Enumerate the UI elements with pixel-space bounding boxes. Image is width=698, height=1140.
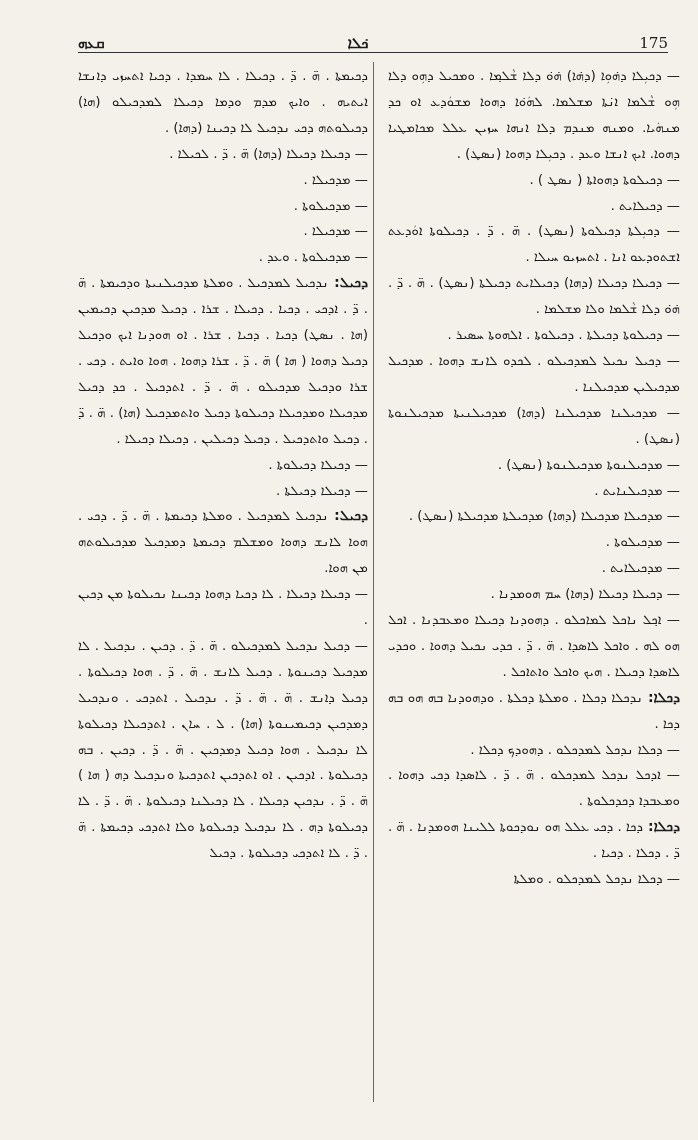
entry-text: ܕܟܝܠܐ ܕܟܝܠܬܐ . bbox=[276, 483, 351, 499]
dictionary-entry bbox=[388, 504, 680, 530]
entry-dash: — bbox=[662, 483, 680, 499]
entry-text: ܕܟܠܐ ܢܕܟܠ ܠܡܕܟܠܘ . ܕܗܘܕܟ ܕܟܠܐ . bbox=[470, 742, 663, 758]
entry-text: ܕܟܝܠܐ ܕܟܝܠܐ (ܕܗܐ) ܚܡ ܗܘܡܕܢܐ . bbox=[490, 587, 663, 603]
entry-dash: — bbox=[662, 457, 680, 473]
entry-dash: — bbox=[659, 224, 680, 240]
entry-dash: — bbox=[350, 457, 368, 473]
entry-dash: — bbox=[660, 768, 680, 784]
entry-text: ܡܕܟܝܠܐ . bbox=[303, 224, 351, 240]
entry-dash: — bbox=[662, 276, 680, 292]
dictionary-entry bbox=[78, 504, 368, 582]
entry-dash: — bbox=[350, 198, 368, 214]
dictionary-entry bbox=[388, 556, 680, 582]
dictionary-entry bbox=[388, 401, 680, 453]
entry-text: ܕܟܝܠܐܝܬ . bbox=[610, 198, 663, 214]
running-head-left: ܩܥܗ bbox=[78, 34, 105, 52]
dictionary-entry bbox=[388, 64, 680, 168]
entry-text: ܐܕܟܠ ܢܕܟܠ ܠܡܕܟܠܘ . ܗ̈ . ܕ̈ . ܠܐܣܕܐ ܕܟܝ ܕܗܘܐ . ܘܡܥܒܕܐ ܕܟܕܟܠܘܬܐ . bbox=[388, 768, 680, 810]
dictionary-entry bbox=[388, 453, 680, 479]
page-number: 175 bbox=[639, 34, 668, 52]
entry-text: ܡܕܟܝܠܢܘܬܐ ܡܕܟܝܠܢܘܬܐ (ܢܣܛ) . bbox=[497, 457, 663, 473]
entry-dash: — bbox=[350, 250, 368, 266]
entry-text: ܕܟܝܠ ܢܟܝܠ ܠܡܕܟܝܠܘ . ܠܟܕܘ ܠܐܢܫ ܕܗܘܐ . ܡܕܟܝܠ ܡܕܟܝܠܝܢ ܡܕܟܝܠܢܐ . bbox=[388, 353, 680, 395]
dictionary-entry bbox=[388, 219, 680, 271]
dictionary-entry bbox=[388, 168, 680, 194]
dictionary-entry bbox=[388, 271, 680, 323]
entry-text: ܕܟܝܠܐ ܕܟܝܠܐ (ܕܗܐ) ܗ̈ . ܕ̈ . ܠܟܝܠܐ . bbox=[169, 146, 351, 162]
entry-dash: — bbox=[662, 587, 680, 603]
dictionary-entry bbox=[78, 634, 368, 867]
entry-text: ܡܕܟܝܠܘܬܐ . bbox=[293, 198, 351, 214]
dictionary-entry bbox=[388, 815, 680, 867]
entry-dash: — bbox=[662, 328, 680, 344]
entry-dash: — bbox=[350, 483, 368, 499]
entry-dash: — bbox=[662, 172, 680, 188]
entry-dash: — bbox=[350, 587, 368, 603]
entry-text: ܕܟܝܠ ܢܕܟܝܠ ܠܡܕܟܝܠܘ . ܗ̈ . ܕ̈ . ܕܟܝܢ . ܢܕܟܝܠ . ܠܐ ܡܕܟܝܠ ܕܟܝܢܘܬܐ . ܕܟܝܠ ܠܐܢܫ . ܗ̈ . ܕ̈ . ܗܘܐ ܕܟܝܠܘܬܐ . ܕܟܝܠ ܕܐܢܫ . ܗ̈ . ܗ̈ . ܕ̈ . ܢܕܟܝܠ . ܐܬܕܟܝ . ܘܢܕܟܝܠ ܕܡܕܟܝܢ ܕܟܝܡܝܢܘܬܐ (ܗܐ) . ܠ . ܚܐܢ . ܐܬܕܟܝܠܐ ܕܟܝܠܘܬܐ ܠܐ ܢܕܟܝܠ . ܗܘܐ ܕܟܝܠ ܕܡܕܟܝܢ . ܗ̈ . ܕ̈ . ܕܟܝܢ . ܒܗ ܕܟܝܠܘܬܐ . ܐܕܟܝܢ . ܐܘ ܐܬܕܟܝܢ ܐܬܕܟܝܬܐ ܘܢܕܟܝܠ ܕܗ ( ܗܐ ) ܗ̈ . ܕ̈ . ܢܕܟܝܢ ܕܟܝܠܐ . ܠܐ ܕܟܝܠܢܐ ܕܟܝܠܘܬܐ . ܗ̈ . ܕ̈ . ܠܐ ܕܟܝܠܘܬܐ ܕܗ . ܠܐ ܢܕܟܝܠ ܕܟܝܠܘܬܐ ܘܠܐ ܐܬܕܟܝ ܕܟܝܡܬܐ . ܗ̈ . ܕ̈ . ܠܐ ܐܬܕܟܝ ܕܟܝܠܘܬܐ . ܕܟܝܠ bbox=[78, 638, 368, 862]
entry-text: ܕܟܝܼܠܬܐ ܕܟܝܠܘܬܐ (ܢܣܛ) . ܗ̈ . ܕ̈ . ܕܟܝܠܘܬܐ ܐܘܿܕܥܬ ܐܫܬܘܕܥܘ ܐܢܐ . ܐܬܚܙܝܘ ܚܝܠܐ . bbox=[388, 224, 680, 266]
entry-text: ܕܟܝܠܐ ܕܟܝܠܘܬܐ . bbox=[268, 457, 351, 473]
dictionary-entry bbox=[388, 608, 680, 686]
entry-dash: — bbox=[661, 613, 680, 629]
entry-dash: — bbox=[662, 872, 680, 888]
entry-text: ܡܕܟܝܠܐܝܬ . bbox=[601, 561, 663, 577]
entry-dash: — bbox=[350, 146, 368, 162]
entry-dash: — bbox=[662, 198, 680, 214]
dictionary-entry bbox=[388, 349, 680, 401]
entry-headword: ܕܟܝܠ: bbox=[328, 275, 368, 292]
page-header bbox=[48, 28, 668, 54]
entry-text: ܕܟܝܠܘܬܐ ܕܗܘܐܬܐ ( ܢܣܛ ) . bbox=[529, 172, 663, 188]
dictionary-entry bbox=[78, 219, 368, 245]
entry-dash: — bbox=[662, 509, 680, 525]
entry-text: ܕܟܝܼܠܐ ܕܗ݁ܘܼܐ (ܕܗ݁ܐ) ܗ݁ܘ݁ ܕܠܐ ܫܵܠܡ݂ܐ . ܘܡܟܝܠ ܕܗܼܘ ܕܠܐ ܗܼܘ ܫܵܠܡܐ ܐܢ݁ܬܐ ܡܫܠܡܐ. ܠܗܿܘ݁ܐ ܕܗܘܐ ܡܫܘܿܕܥ ܐܘ ܟܕ ܡܢܗܿܝܐ. ܘܡܢܗ ܡܢܕܡ ܕܠܐ ܐܢܗܐ ܚܙܝܢ ܥܠܠ ܡܟܐܡܛܝܐ ܕܗܘܐ. ܐܝܟ ܐܢܫܐ ܘܥܕ . ܕܟܝܼܠܐ ܕܗܘܐ (ܢܣܛ) . bbox=[388, 69, 680, 162]
entry-text: ܕܟܝܠܘܬܐ ܕܟܝܠܬܐ . ܕܟܝܠܘܬܐ . ܐܠܗܘܬܐ ܚܣܝܪ . bbox=[447, 328, 663, 344]
entry-text: ܕܟܝܠܐ ܕܟܝܠܐ (ܕܗܐ) ܕܟܝܠܐܝܬ ܕܟܝܠܬܐ (ܢܣܛ) . ܗ̈ . ܕ̈ . ܗ݁ܘ݁ ܕܠܐ ܫܵܠܡܐ ܘܠܐ ܡܫܠܡܐ . bbox=[388, 276, 680, 318]
entry-text: ܢܕܟܝܠ ܠܡܕܟܝܠ . ܘܡܠܬܐ ܕܟܝܡܬܐ . ܗ̈ . ܕ̈ . ܕܟܝ . ܗܘܐ ܠܐܢܫ ܕܗܘܐ ܘܡܫܠܡ ܕܟܝܡܬܐ ܕܡܕܟܝܠ ܡܕܟܝܠܘܬܗ ܡܢ ܗܘܐ. bbox=[78, 509, 368, 577]
entry-text: ܕܟܝܡܬܐ . ܗ̈ . ܕ̈ . ܕܟܝܠܐ . ܠܐ ܚܡܕܐ . ܕܟܝܐ ܐܬܚܙܝ ܕܐܢܫܐ ܐܝܬܝܗ . ܘܐܝܟ ܡܕܡ ܘܕܡܐ ܕܟܝܠܐ ܠܡܕܟܝܠܘ (ܗܐ) ܕܟܝܠܘܬܗ ܕܟܝ ܢܕܟܝܠ ܠܐ ܕܟܝܢܐ (ܕܗܐ) . bbox=[78, 69, 368, 136]
entry-dash: — bbox=[662, 535, 680, 551]
entry-dash: — bbox=[662, 742, 680, 758]
dictionary-entry bbox=[388, 479, 680, 505]
entry-text: ܡܕܟܝܠܢܐ ܡܕܟܝܠܢܐ (ܕܗܐ) ܡܕܟܝܠܢܝܬܐ ܡܕܟܝܠܢܘܬܐ (ܢܣܛ) . bbox=[388, 405, 680, 447]
dictionary-entry bbox=[78, 142, 368, 168]
entry-text: ܡܕܟܝܠܐ . bbox=[303, 172, 351, 188]
entry-headword: ܕܟܠܐ: bbox=[642, 689, 680, 706]
entry-dash: — bbox=[662, 561, 680, 577]
entry-text: ܢܕܟܝܠ ܠܡܕܟܝܠ . ܘܡܠܬܐ ܡܕܟܝܠܢܝܬܐ ܘܕܟܝܡܬܐ . ܗ̈ . ܕ̈ . ܐܕܟܝ . ܕܟܝܐ . ܕܟܝܠܐ . ܫܪܐ . ܕܟܝܠ ܡܕܟܝܢ ܕܟܝܡܝܢ (ܗܐ . ܢܣܛ) ܕܟܝܐ . ܕܟܝܐ . ܫܪܐ . ܐܘ ܗܘܕܢܐ ܐܝܟ ܘܕܟܝܠ ܕܟܝܠ ܕܗܘܐ ( ܗܐ ) ܗ̈ . ܕ̈ . ܫܪܐ ܕܗܘܐ . ܗܘܐ ܘܐܝܬ . ܕܟܝ . ܫܪܐ ܘܕܟܝܠ ܡܕܟܝܠܘ . ܗ̈ . ܕ̈ . ܐܬܕܟܝܠ . ܟܕ ܕܟܝܠ ܡܕܟܝܠܐ ܘܡܕܟܝܠܐ ܕܟܝܠܘܬܐ ܕܟܝܠ ܘܐܬܡܕܟܝܠ (ܗܐ) . ܗ̈ . ܕ̈ . ܕܟܝܠ ܘܐܬܕܟܝܠ . ܕܟܝܠ ܕܟܝܠܝܢ . ܕܟܝܠܐ ܕܟܝܠܐ . bbox=[78, 276, 368, 447]
dictionary-entry bbox=[78, 245, 368, 271]
entry-dash: — bbox=[657, 405, 680, 421]
entry-text: ܕܟܐ . ܕܟܝ ܥܠܠ ܗܘ ܢܘܕܟܘܬܐ ܠܠܝܢܐ ܗܘܡܕܢܐ . ܗ̈ . ܕ̈ . ܕܟܠܐ . ܕܟܝܐ . bbox=[388, 820, 680, 862]
entry-dash: — bbox=[661, 353, 680, 369]
entry-headword: ܕܟܠܐ: bbox=[643, 819, 680, 836]
dictionary-entry bbox=[388, 686, 680, 738]
entry-dash: — bbox=[350, 638, 368, 654]
dictionary-entry bbox=[78, 479, 368, 505]
entry-text: ܢܕܟܠܐ ܕܟܠܐ . ܘܡܠܬܐ ܕܟܠܬܐ . ܘܕܗܘܕܢܐ ܒܗ ܗܘ ܒܗ ܕܟܐ . bbox=[388, 690, 680, 732]
header-rule bbox=[78, 52, 668, 53]
dictionary-entry bbox=[388, 867, 680, 893]
entry-text: ܡܕܟܝܠܘܬܐ . ܘܥܕ . bbox=[258, 250, 351, 266]
dictionary-entry bbox=[388, 582, 680, 608]
entry-dash: — bbox=[350, 224, 368, 240]
dictionary-entry bbox=[388, 763, 680, 815]
running-head-center: ܟ݁ܠܐ bbox=[347, 34, 369, 52]
left-column bbox=[78, 64, 368, 867]
dictionary-entry bbox=[388, 323, 680, 349]
entry-text: ܡܕܟܝܠܘܬܐ . bbox=[605, 535, 663, 551]
entry-dash: — bbox=[350, 172, 368, 188]
entry-dash: — bbox=[661, 69, 680, 84]
column-divider bbox=[373, 62, 374, 1102]
entry-text: ܡܕܟܝܠܢܐܝܬ . bbox=[594, 483, 663, 499]
dictionary-entry bbox=[78, 194, 368, 220]
dictionary-entry bbox=[78, 64, 368, 142]
entry-headword: ܕܟܝܠ: bbox=[328, 508, 368, 525]
dictionary-entry bbox=[78, 168, 368, 194]
entry-text: ܕܟܝܠܐ ܕܟܝܠܐ . ܠܐ ܕܟܝܐ ܕܗܘܐ ܕܟܝܢܐ ܢܟܝܠܘܬܐ ܡܢ ܕܟܝܢ . bbox=[78, 587, 368, 629]
dictionary-entry bbox=[388, 530, 680, 556]
dictionary-entry bbox=[388, 738, 680, 764]
entry-text: ܐܟ݂ܠ ܢܐܟܠ ܠܡܐܟܠܘ . ܕܗܘܕܢܐ ܕܟܝܠܐ ܘܡܥܒܕܢܐ . ܐܟܠ ܗܘ ܠܗ . ܘܐܟܠ ܠܐܣܕܐ . ܗ̈ . ܕ̈ . ܟܕܝ ܢܟܝܠ ܕܗܘܐ . ܘܟܕܝ ܠܐܣܕܐ ܕܟܝܠܐ . ܗܝܟ ܘܐܟܠ ܘܐܬܐܟܠ . bbox=[388, 613, 680, 680]
dictionary-entry bbox=[78, 453, 368, 479]
entry-text: ܕܟܠܐ ܢܕܟܠ ܠܡܕܟܠܘ . ܘܡܠܬܐ bbox=[513, 872, 663, 888]
right-column bbox=[388, 64, 680, 893]
dictionary-entry bbox=[78, 271, 368, 452]
dictionary-entry bbox=[78, 582, 368, 634]
entry-text: ܡܕܟܝܠܐ ܡܕܟܝܠܐ (ܕܗܐ) ܡܕܟܝܠܬܐ ܡܕܟܝܠܬܐ (ܢܣܛ) . bbox=[408, 509, 663, 525]
dictionary-entry bbox=[388, 194, 680, 220]
